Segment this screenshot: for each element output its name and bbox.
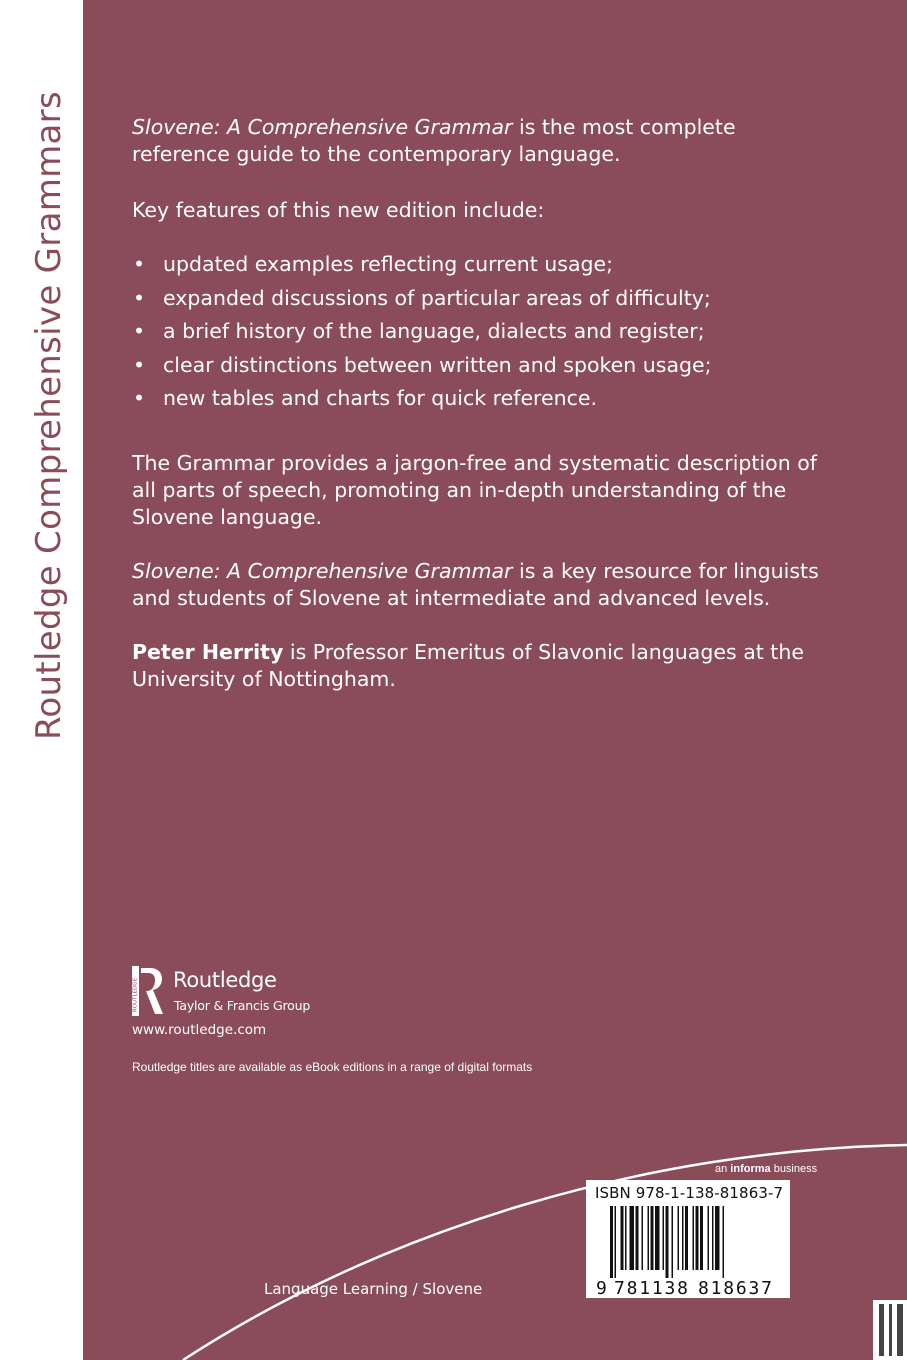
barcode-bar [672, 1206, 674, 1278]
barcode-right-digits: 818637 [698, 1278, 772, 1298]
bullet-icon: • [133, 352, 146, 377]
svg-text:ROUTLEDGE: ROUTLEDGE [132, 977, 139, 1012]
routledge-logo-icon [132, 966, 164, 1016]
barcode-bar [696, 1206, 699, 1270]
barcode-bar [685, 1206, 688, 1270]
barcode-bar [630, 1206, 635, 1270]
features-intro: Key features of this new edition include: [132, 198, 545, 222]
barcode-bar [636, 1206, 639, 1270]
author-name: Peter Herrity [132, 639, 284, 664]
barcode-bar [651, 1206, 654, 1270]
barcode-lead-digit: 9 [596, 1278, 607, 1298]
isbn-label: ISBN 978-1-138-81863-7 [595, 1184, 784, 1202]
barcode-bar [708, 1206, 710, 1270]
book-title: Slovene: A Comprehensive Grammar [132, 115, 513, 139]
resource-paragraph [132, 558, 822, 612]
barcode-icon [586, 1206, 790, 1298]
barcode-box [586, 1180, 790, 1298]
barcode-bar [700, 1206, 703, 1270]
publisher-name: Routledge [173, 968, 277, 992]
barcode-bar [648, 1206, 650, 1270]
bullet-icon: • [133, 252, 146, 276]
back-cover [83, 0, 907, 1360]
bullet-icon: • [133, 285, 146, 310]
barcode-bar [642, 1206, 644, 1270]
barcode-bar [715, 1206, 720, 1270]
book-title: Slovene: A Comprehensive Grammar [132, 558, 513, 583]
intro-paragraph [132, 114, 822, 168]
barcode-bar [723, 1206, 725, 1278]
informa-tagline: an informa business [715, 1163, 818, 1175]
subject-category: Language Learning / Slovene [264, 1280, 483, 1298]
list-item: • new tables and charts for quick reference. [133, 386, 598, 410]
intro-rest: is the most complete reference guide to the contemporary language. [132, 115, 736, 166]
edge-mark-icon [873, 1300, 907, 1360]
ebook-note: Routledge titles are available as eBook editions in a range of digital formats [132, 1060, 533, 1074]
cover-copy [132, 114, 822, 693]
list-item: • a brief history of the language, dialects and register; [133, 319, 705, 343]
list-item: • expanded discussions of particular areas of difficulty; [133, 285, 711, 310]
list-item: • clear distinctions between written and spoken usage; [133, 352, 712, 377]
informa-brand: informa [730, 1163, 771, 1175]
barcode-bar [678, 1206, 680, 1270]
bullet-icon: • [133, 319, 146, 343]
barcode-bar [712, 1206, 714, 1270]
bullet-icon: • [133, 386, 146, 410]
list-item: • updated examples reflecting current usage; [133, 252, 614, 276]
features-list [132, 251, 822, 419]
series-title: Routledge Comprehensive Grammars [29, 91, 69, 740]
author-paragraph [132, 639, 822, 693]
barcode-bar [663, 1206, 665, 1270]
barcode-bar [682, 1206, 684, 1270]
publisher-group: Taylor & Francis Group [174, 998, 311, 1013]
author-bio: is Professor Emeritus of Slavonic languages at the University of Nottingham. [132, 639, 804, 691]
barcode-bar [621, 1206, 624, 1270]
barcode-bar [693, 1206, 695, 1270]
barcode-bar [610, 1206, 613, 1278]
barcode-left-digits: 781138 [614, 1278, 688, 1298]
barcode-bar [615, 1206, 617, 1278]
barcode-bar [666, 1206, 669, 1278]
description-paragraph: The Grammar provides a jargon-free and systematic description of all parts of speech, promoting an in-depth understanding of the Slovene language. [132, 450, 817, 529]
barcode-bar [625, 1206, 627, 1270]
barcode-bar [655, 1206, 660, 1270]
publisher-website: www.routledge.com [132, 1022, 267, 1038]
resource-rest: is a key resource for linguists and students of Slovene at intermediate and advanced levels. [132, 558, 819, 610]
spine-strip [0, 0, 83, 1360]
